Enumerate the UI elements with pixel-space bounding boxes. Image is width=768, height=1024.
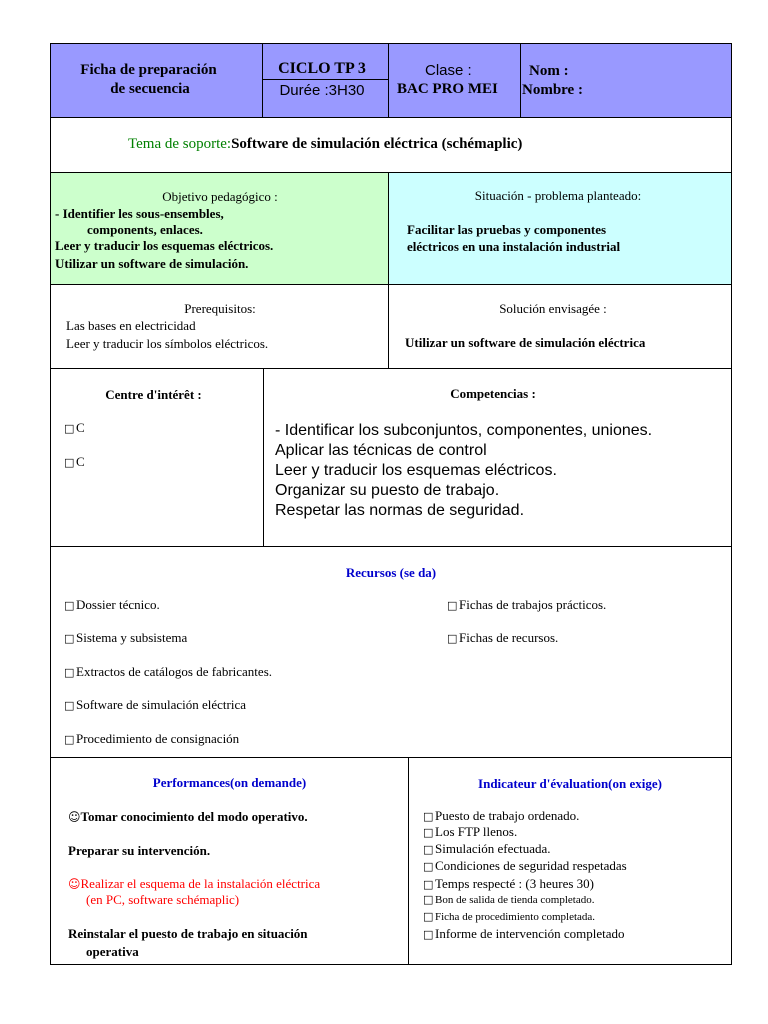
centre-item-2-label: C <box>76 454 85 469</box>
indicateur-item-6 <box>423 893 594 906</box>
indicateur-item-1-label: Puesto de trabajo ordenado. <box>435 808 580 823</box>
empty-box-icon: □ <box>64 699 75 712</box>
tema-value: Software de simulación eléctrica (schémaplic) <box>231 136 523 152</box>
indicateur-item-5 <box>423 876 594 892</box>
cycle-divider <box>262 79 389 80</box>
class-value: BAC PRO MEI <box>397 81 498 97</box>
indicateur-item-1 <box>423 808 579 824</box>
objetivo-line-1: - Identifier les sous-ensembles, <box>55 206 224 221</box>
nombre-label: Nombre : <box>522 82 583 98</box>
recursos-left-2 <box>64 630 187 646</box>
situacion-line-2: eléctricos en una instalación industrial <box>407 239 621 254</box>
empty-box-icon: □ <box>447 599 458 612</box>
competencias-line-2: Aplicar las técnicas de control <box>275 442 487 459</box>
empty-box-icon: □ <box>423 893 434 906</box>
nom-label: Nom : <box>529 63 569 79</box>
indicateur-item-2-label: Los FTP llenos. <box>435 824 518 839</box>
duration-label: Durée :3H30 <box>279 82 365 99</box>
tema-line <box>128 136 522 153</box>
recursos-right-2-label: Fichas de recursos. <box>459 630 559 645</box>
competencias-line-1: - Identificar los subconjuntos, componentes, uniones. <box>275 422 653 439</box>
empty-box-icon: □ <box>423 860 434 873</box>
prerequisitos-line-1: Las bases en electricidad <box>66 318 196 333</box>
performances-item-4-cont: operativa <box>86 944 139 959</box>
indicateur-item-8-label: Informe de intervención completado <box>435 926 625 941</box>
competencias-line-4: Organizar su puesto de trabajo. <box>275 482 500 499</box>
indicateur-item-2 <box>423 824 517 840</box>
performances-item-1-label: Tomar conocimiento del modo operativo. <box>80 809 308 824</box>
recursos-left-4-label: Software de simulación eléctrica <box>76 697 247 712</box>
smiley-icon: ☺ <box>68 877 81 891</box>
objetivo-line-4: Utilizar un software de simulación. <box>55 256 249 271</box>
empty-box-icon: □ <box>447 632 458 645</box>
indicateur-item-4 <box>423 858 627 874</box>
recursos-left-2-label: Sistema y subsistema <box>76 630 188 645</box>
empty-box-icon: □ <box>64 456 75 469</box>
empty-box-icon: □ <box>423 928 434 941</box>
tema-label: Tema de soporte: <box>128 136 232 152</box>
header-nom-cell <box>520 43 732 118</box>
indicateur-item-3 <box>423 841 551 857</box>
centre-item-1 <box>64 420 85 436</box>
objetivo-title: Objetivo pedagógico : <box>162 189 278 204</box>
indicateur-item-6-label: Bon de salida de tienda completado. <box>435 894 595 906</box>
empty-box-icon: □ <box>423 910 434 923</box>
empty-box-icon: □ <box>423 843 434 856</box>
empty-box-icon: □ <box>64 632 75 645</box>
recursos-left-5-label: Procedimiento de consignación <box>76 731 240 746</box>
empty-box-icon: □ <box>64 599 75 612</box>
prerequisitos-title: Prerequisitos: <box>184 301 256 316</box>
performances-item-1 <box>68 809 308 825</box>
recursos-right-1 <box>447 597 606 613</box>
empty-box-icon: □ <box>64 422 75 435</box>
recursos-left-1-label: Dossier técnico. <box>76 597 160 612</box>
empty-box-icon: □ <box>64 666 75 679</box>
performances-title: Performances(on demande) <box>152 775 307 790</box>
empty-box-icon: □ <box>423 826 434 839</box>
indicateur-item-5-label: Temps respecté : (3 heures 30) <box>435 876 595 891</box>
recursos-right-2 <box>447 630 558 646</box>
indicateur-item-3-label: Simulación efectuada. <box>435 841 551 856</box>
competencias-line-5: Respetar las normas de seguridad. <box>275 502 525 519</box>
performances-item-3-cont: (en PC, software schémaplic) <box>86 892 240 907</box>
competencias-line-3: Leer y traducir los esquemas eléctricos. <box>275 462 557 479</box>
indicateur-item-8 <box>423 926 625 942</box>
indicateur-item-7-label: Ficha de procedimiento completada. <box>435 911 596 923</box>
recursos-title: Recursos (se da) <box>345 565 437 580</box>
performances-item-3 <box>68 876 320 892</box>
prerequisitos-line-2: Leer y traducir los símbolos eléctricos. <box>66 336 269 351</box>
empty-box-icon: □ <box>423 810 434 823</box>
centre-item-2 <box>64 454 85 470</box>
situacion-title: Situación - problema planteado: <box>474 188 642 203</box>
smiley-icon: ☺ <box>68 810 81 824</box>
solucion-value: Utilizar un software de simulación eléctrica <box>405 335 646 350</box>
recursos-right-1-label: Fichas de trabajos prácticos. <box>459 597 607 612</box>
centre-item-1-label: C <box>76 420 85 435</box>
empty-box-icon: □ <box>423 878 434 891</box>
performances-item-4: Reinstalar el puesto de trabajo en situación <box>68 926 308 941</box>
fiche-title-line1: Ficha de preparación <box>80 62 217 78</box>
performances-item-3-label: Realizar el esquema de la instalación eléctrica <box>80 876 321 891</box>
centre-title: Centre d'intérêt : <box>105 387 202 402</box>
recursos-left-3 <box>64 664 272 680</box>
header-cycle-cell <box>262 43 389 118</box>
indicateur-item-4-label: Condiciones de seguridad respetadas <box>435 858 627 873</box>
objetivo-line-2: components, enlaces. <box>87 222 203 237</box>
recursos-left-5 <box>64 731 239 747</box>
solucion-title: Solución envisagée : <box>499 301 607 316</box>
fiche-title-line2: de secuencia <box>110 81 190 97</box>
recursos-left-4 <box>64 697 246 713</box>
indicateur-title: Indicateur d'évaluation(on exige) <box>478 776 662 791</box>
solucion-cell <box>388 284 732 369</box>
cycle-label: CICLO TP 3 <box>278 60 366 77</box>
performances-item-2: Preparar su intervención. <box>68 843 211 858</box>
situacion-line-1: Facilitar las pruebas y componentes <box>407 222 607 237</box>
indicateur-item-7 <box>423 910 595 923</box>
empty-box-icon: □ <box>64 733 75 746</box>
objetivo-line-3: Leer y traducir los esquemas eléctricos. <box>55 238 274 253</box>
recursos-left-3-label: Extractos de catálogos de fabricantes. <box>76 664 272 679</box>
class-label: Clase : <box>425 62 472 79</box>
recursos-left-1 <box>64 597 160 613</box>
competencias-title: Competencias : <box>450 386 536 401</box>
